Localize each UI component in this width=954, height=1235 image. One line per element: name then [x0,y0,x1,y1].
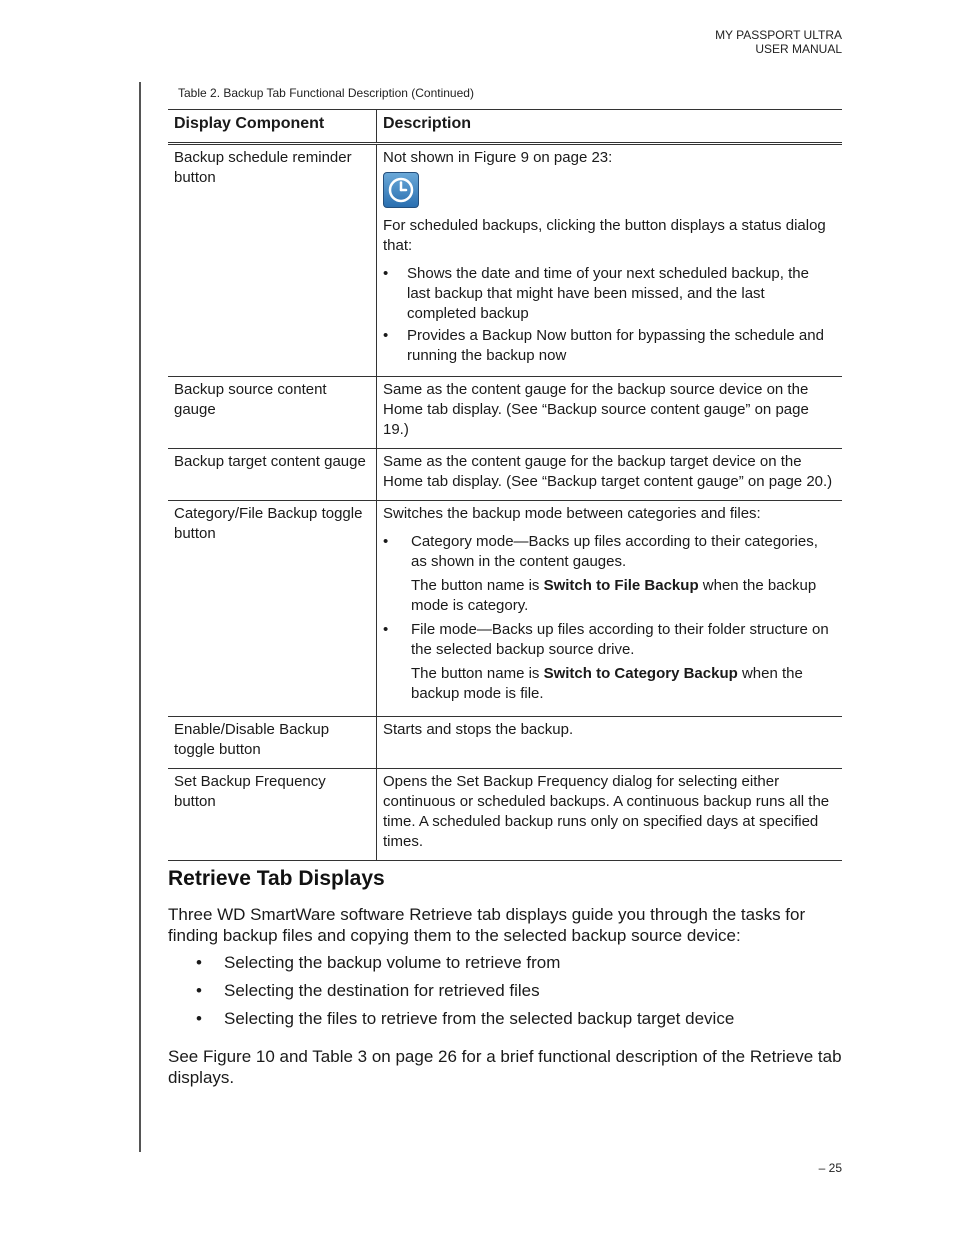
bullet-glyph: • [196,981,202,1000]
component-cell: Enable/Disable Backup toggle button [168,717,377,769]
list-item: • Category mode—Backs up files according to their categories, as shown in the content gauges. The button name is Switch to File Backup when the backup mode is category. [383,532,836,616]
table-row [168,501,842,717]
component-cell: Backup schedule reminder button [168,144,377,377]
table-row [168,769,842,861]
table-header-row [168,110,842,144]
backup-tab-table [168,109,842,861]
bullet-glyph: • [196,1009,202,1028]
bullet-glyph: • [383,621,389,638]
component-cell: Set Backup Frequency button [168,769,377,861]
section-outro: See Figure 10 and Table 3 on page 26 for a brief functional description of the Retrieve tab displays. [168,1047,842,1087]
header-line-2: USER MANUAL [755,42,842,56]
bullet-list [383,532,836,704]
change-bar [139,82,141,1152]
component-cell: Category/File Backup toggle button [168,501,377,717]
description-cell: Same as the content gauge for the backup target device on the Home tab display. (See “Backup target content gauge” on page 20.) [383,453,833,490]
component-cell: Backup source content gauge [168,377,377,449]
component-cell: Backup target content gauge [168,449,377,501]
col-header-component: Display Component [168,110,377,144]
list-item: • Selecting the destination for retrieved files [196,981,540,1000]
bullet-glyph: • [383,533,389,550]
body-bullet-list [196,952,734,1036]
description-cell: Same as the content gauge for the backup source device on the Home tab display. (See “Backup source content gauge” on page 19.) [383,381,809,438]
button-name-note: The button name is Switch to Category Backup when the backup mode is file. [411,665,803,702]
table-row [168,717,842,769]
bullet-glyph: • [383,265,389,282]
description-text: For scheduled backups, clicking the button displays a status dialog that: [383,217,826,254]
bullet-glyph: • [196,953,202,972]
button-name-bold: Switch to File Backup [543,577,699,594]
description-cell: Starts and stops the backup. [383,721,574,738]
description-intro: Not shown in Figure 9 on page 23: [383,149,613,166]
bullet-glyph: • [383,327,389,344]
table-row [168,144,842,377]
description-cell [377,144,843,377]
description-cell [377,501,843,717]
list-item: • Selecting the files to retrieve from the selected backup target device [196,1009,735,1028]
button-name-note: The button name is Switch to File Backup when the backup mode is category. [411,577,817,614]
table-row [168,449,842,501]
list-item: • File mode—Backs up files according to their folder structure on the selected backup source drive. The button name is Switch to Category Backup when the backup mode is file. [383,620,836,704]
list-item: • Provides a Backup Now button for bypassing the schedule and running the backup now [383,327,824,364]
button-name-bold: Switch to Category Backup [543,665,738,682]
bullet-list [383,264,836,366]
list-item: • Shows the date and time of your next scheduled backup, the last backup that might have been missed, and the last completed backup [383,265,809,322]
description-cell: Opens the Set Backup Frequency dialog for selecting either continuous or scheduled backups. A continuous backup runs all the time. A scheduled backup runs only on specified days at specified times. [383,773,830,850]
section-intro: Three WD SmartWare software Retrieve tab displays guide you through the tasks for finding backup files and copying them to the selected backup source device: [168,905,806,945]
list-item: • Selecting the backup volume to retrieve from [196,953,561,972]
page-header [715,28,842,56]
page-number: – 25 [818,1161,842,1175]
clock-icon [383,172,419,208]
description-intro: Switches the backup mode between categories and files: [383,505,761,522]
header-line-1: MY PASSPORT ULTRA [715,28,842,42]
table-row [168,377,842,449]
col-header-description: Description [377,110,843,144]
table-caption: Table 2. Backup Tab Functional Description (Continued) [178,86,474,100]
section-heading: Retrieve Tab Displays [168,867,385,890]
